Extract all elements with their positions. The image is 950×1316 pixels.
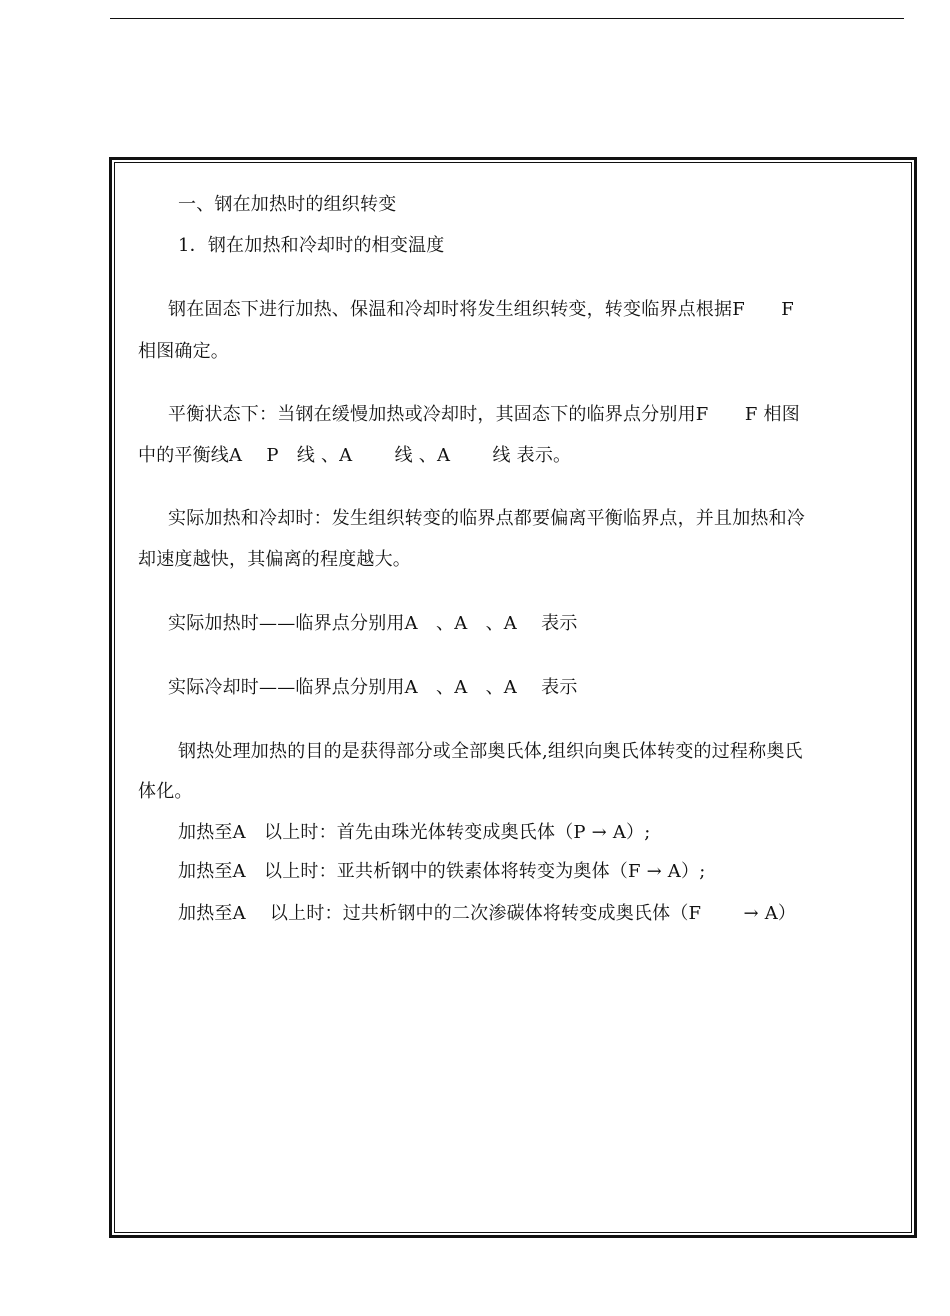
heating-step-2: 加热至A 以上时：亚共析钢中的铁素体将转变为奥体（F → A）; [178, 861, 706, 882]
paragraph-1-line-1: 钢在固态下进行加热、保温和冷却时将发生组织转变，转变临界点根据F F [168, 299, 794, 320]
subsection-title: 1．钢在加热和冷却时的相变温度 [178, 235, 445, 256]
paragraph-2-line-2: 中的平衡线A P 线 、A 线 、A 线 表示。 [138, 445, 572, 466]
heating-step-1: 加热至A 以上时：首先由珠光体转变成奥氏体（P → A）; [178, 822, 651, 843]
paragraph-3-line-1: 实际加热和冷却时：发生组织转变的临界点都要偏离平衡临界点，并且加热和冷 [168, 508, 805, 529]
paragraph-6-line-1: 钢热处理加热的目的是获得部分或全部奥氏体,组织向奥氏体转变的过程称奥氏 [178, 741, 803, 762]
paragraph-cooling-points: 实际冷却时——临界点分别用A 、A 、A 表示 [168, 677, 578, 698]
paragraph-6-line-2: 体化。 [138, 781, 193, 802]
heating-step-3: 加热至A 以上时：过共析钢中的二次渗碳体将转变成奥氏体（F → A） [178, 903, 797, 924]
paragraph-3-line-2: 却速度越快，其偏离的程度越大。 [138, 549, 411, 570]
paragraph-2-line-1: 平衡状态下：当钢在缓慢加热或冷却时，其固态下的临界点分别用F F 相图 [168, 404, 800, 425]
header-rule [110, 18, 904, 19]
section-title: 一、钢在加热时的组织转变 [178, 194, 397, 215]
paragraph-1-line-2: 相图确定。 [138, 341, 229, 362]
paragraph-heating-points: 实际加热时——临界点分别用A 、A 、A 表示 [168, 613, 578, 634]
